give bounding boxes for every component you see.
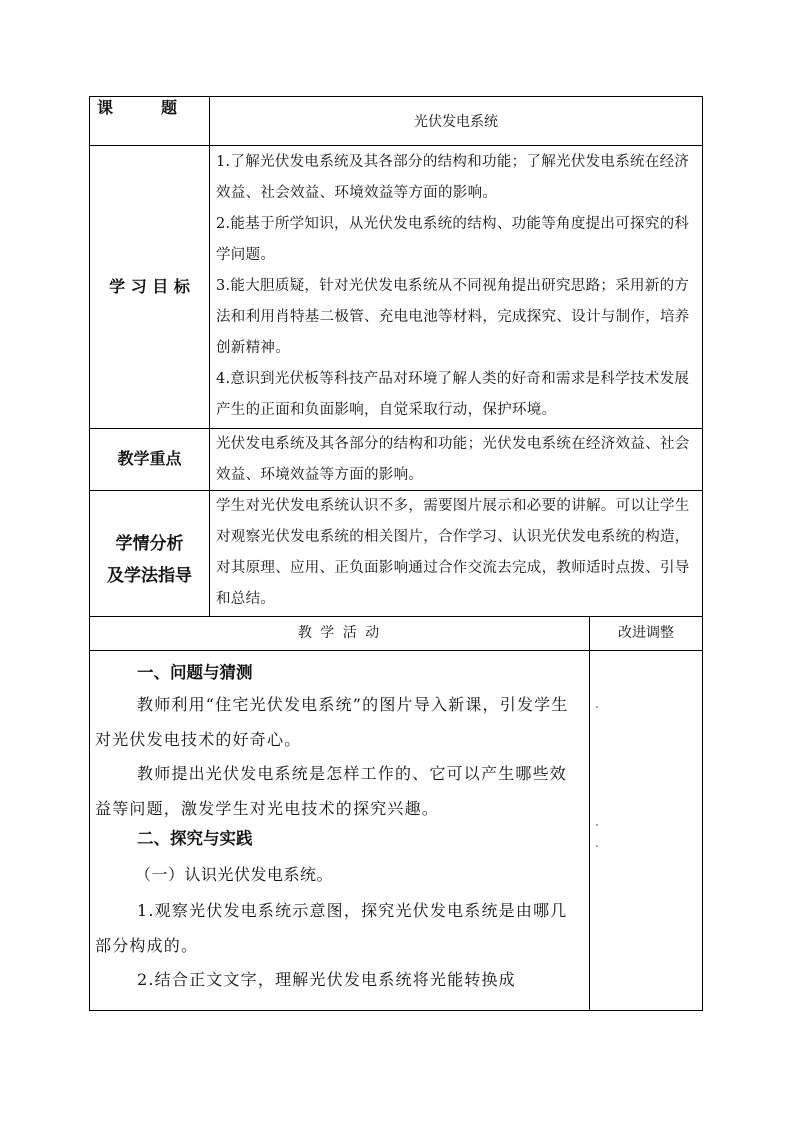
adjustment-mark <box>596 706 598 708</box>
row-border-analysis-bottom <box>89 616 703 617</box>
section-1-title: 一、问题与猜测 <box>137 663 253 682</box>
col-border-right <box>702 96 703 1011</box>
objectives-list <box>216 147 698 426</box>
activity-step-1: 1.观察光伏发电系统示意图，探究光伏发电系统是由哪几部分构成的。 <box>95 901 568 955</box>
row-border-bottom <box>89 1010 703 1011</box>
topic-value: 光伏发电系统 <box>414 114 498 130</box>
row-border-top <box>89 96 703 97</box>
analysis-label-line2: 及学法指导 <box>107 566 192 586</box>
activity-paragraph-1: 教师利用“住宅光伏发电系统”的图片导入新课，引发学生对光伏发电技术的好奇心。 <box>95 695 569 749</box>
objective-item-2: 2.能基于所学知识，从光伏发电系统的结构、功能等角度提出可探究的科学问题。 <box>216 216 690 263</box>
subsection-1-title: （一）认识光伏发电系统。 <box>135 865 334 884</box>
adjustment-mark <box>596 845 598 847</box>
section-2-title: 二、探究与实践 <box>137 829 253 848</box>
activity-step-2: 2.结合正文文字，理解光伏发电系统将光能转换成 <box>137 970 516 989</box>
analysis-label-line1: 学情分析 <box>115 534 184 554</box>
activities-header: 教 学 活 动 <box>297 625 382 641</box>
topic-label: 课 题 <box>97 98 178 117</box>
adjustment-mark <box>596 824 598 826</box>
key-points-label: 教学重点 <box>117 449 182 468</box>
key-points-text: 光伏发电系统及其各部分的结构和功能；光伏发电系统在经济效益、社会效益、环境效益等方面的影响。 <box>216 436 690 483</box>
row-border-activities-header-bottom <box>89 650 703 651</box>
analysis-label <box>90 528 209 592</box>
col-border-label <box>209 96 210 617</box>
row-border-topic-bottom <box>89 145 703 146</box>
activity-paragraph-2: 教师提出光伏发电系统是怎样工作的、它可以产生哪些效益等问题，激发学生对光电技术的探究兴趣。 <box>95 764 568 818</box>
objective-item-1: 1.了解光伏发电系统及其各部分的结构和功能；了解光伏发电系统在经济效益、社会效益、环境效益等方面的影响。 <box>216 154 690 201</box>
objective-item-4: 4.意识到光伏板等科技产品对环境了解人类的好奇和需求是科学技术发展产生的正面和负面影响，自觉采取行动，保护环境。 <box>216 371 690 418</box>
objective-item-3: 3.能大胆质疑，针对光伏发电系统从不同视角提出研究思路；采用新的方法和利用肖特基二极管、充电电池等材料，完成探究、设计与制作，培养创新精神。 <box>216 278 690 356</box>
adjustments-header: 改进调整 <box>618 625 674 641</box>
col-border-adjust <box>589 616 590 1011</box>
analysis-text: 学生对光伏发电系统认识不多，需要图片展示和必要的讲解。可以让学生对观察光伏发电系统的相关图片，合作学习、认识光伏发电系统的构造，对其原理、应用、正负面影响通过合作交流去完成，教师适时点拨、引导和总结。 <box>216 498 690 607</box>
objectives-label: 学 习 目 标 <box>109 277 190 296</box>
